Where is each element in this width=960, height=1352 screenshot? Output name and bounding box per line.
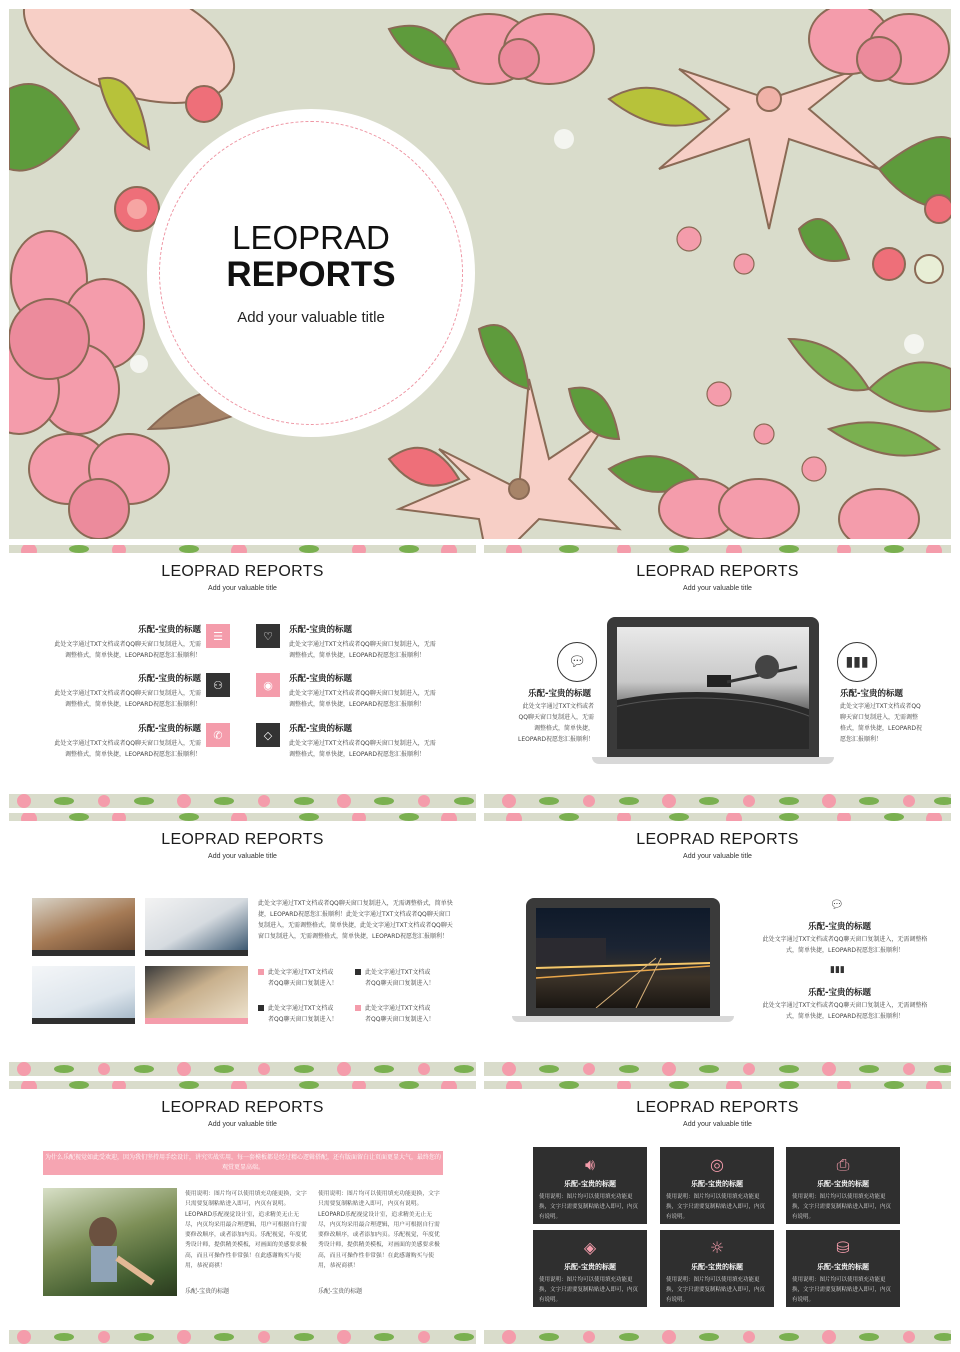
forest-photo [43, 1188, 177, 1296]
item-text: 此处文字通过TXT文档或者QQ聊天窗口复制进入，无需调整格式，简单快捷，LEOPARD祝愿您汇报顺利！ [518, 703, 594, 743]
feature-text: 此处文字通过TXT文档或者QQ聊天窗口复制进入，无需调整格式，简单快捷，LEOPARD祝愿您汇报顺利！ [54, 690, 201, 708]
bar-chart-icon: ▮▮▮ [837, 642, 877, 682]
slide-laptop-vinyl [484, 545, 951, 808]
feature-title: 乐配-宝贵的标题 [137, 674, 201, 684]
feature-item [289, 674, 439, 710]
diamond-icon: ◇ [256, 723, 280, 747]
feature-title: 乐配-宝贵的标题 [137, 625, 201, 635]
feature-item [289, 724, 439, 760]
feature-card [533, 1230, 647, 1307]
item-title: 乐配-宝贵的标题 [528, 689, 592, 699]
slide-subtitle: Add your valuable title [683, 853, 752, 860]
card-text: 使用说明：图片均可以使用填充功能更换，文字只需要复制粘贴进入即可，内页有说明。 [792, 1194, 892, 1220]
slide-subtitle: Add your valuable title [683, 1121, 752, 1128]
card-title: 乐配-宝贵的标题 [817, 1180, 869, 1188]
slide-text-photo [9, 1081, 476, 1344]
card-title: 乐配-宝贵的标题 [691, 1263, 743, 1271]
intro-paragraph: 此处文字通过TXT文档或者QQ聊天窗口复制进入，无需调整格式，简单快捷，LEOPARD祝愿您汇报顺利！此处文字通过TXT文档或者QQ聊天窗口复制进入，无需调整格式，简单快捷，此处文字通过TXT文档或者QQ聊天窗口复制进入，无需调整格式，简单快捷，LEOPARD祝愿您汇报顺利！ [258, 900, 453, 940]
item-title: 乐配-宝贵的标题 [840, 689, 904, 699]
feature-card [660, 1147, 774, 1224]
slide-subtitle: Add your valuable title [208, 853, 277, 860]
slide-subtitle: Add your valuable title [208, 585, 277, 592]
slide-title: LEOPRAD REPORTS [636, 831, 799, 848]
slide-dark-cards [484, 1081, 951, 1344]
slide-subtitle: Add your valuable title [208, 1121, 277, 1128]
feature-text: 此处文字通过TXT文档或者QQ聊天窗口复制进入，无需调整格式，简单快捷，LEOPARD祝愿您汇报顺利！ [289, 740, 436, 758]
chat-icon: 💬︎ [557, 642, 597, 682]
signal-icon: ◎ [710, 1155, 724, 1174]
night-street-photo [536, 908, 710, 1008]
feature-text: 此处文字通过TXT文档或者QQ聊天窗口复制进入，无需调整格式，简单快捷，LEOPARD祝愿您汇报顺利！ [289, 641, 436, 659]
eye-icon: ◉ [256, 673, 280, 697]
slide-photo-grid [9, 813, 476, 1076]
column-text: 使用说明：图片均可以使用填充功能更换，文字只需要复制粘贴进入即可，内页有说明。LEOPARD乐配视觉设计室，追求精美无止无尽，内页均采用最合理逻辑，用户可根据自行需要修改顺序，或者添加内页。乐配视觉，年度优秀设计师，提供精美模板，对画面的美感要求极高，而且可操作性非常强！在此感谢购买与使用，恭祝商祺！ [185, 1191, 307, 1270]
item-title: 乐配-宝贵的标题 [808, 922, 872, 932]
card-title: 乐配-宝贵的标题 [564, 1180, 616, 1188]
laptop-mockup [512, 898, 734, 1023]
slide-features-grid [9, 545, 476, 808]
cafe-photo [32, 898, 135, 956]
laptop-mockup [592, 617, 857, 769]
feature-item [289, 625, 439, 661]
column-text: 使用说明：图片均可以使用填充功能更换，文字只需要复制粘贴进入即可，内页有说明。LEOPARD乐配视觉设计室，追求精美无止无尽，内页均采用最合理逻辑，用户可根据自行需要修改顺序，或者添加内页。乐配视觉，年度优秀设计师，提供精美模板，对画面的美感要求极高，而且可操作性非常强！在此感谢购买与使用，恭祝商祺！ [318, 1191, 440, 1270]
cover-title-line1: LEOPRAD [232, 219, 390, 256]
layers-icon: ◈ [583, 1238, 597, 1257]
floral-strip-top [9, 545, 476, 553]
vinyl-photo [617, 627, 809, 749]
database-icon: ⛁ [836, 1238, 850, 1257]
card-text: 使用说明：图片均可以使用填充功能更换，文字只需要复制粘贴进入即可，内页有说明。 [666, 1277, 766, 1303]
item-text: 此处文字通过TXT文档或者QQ聊天窗口复制进入，无需调整格式，简单快捷，LEOPARD祝愿您汇报顺利！ [840, 703, 922, 743]
cover-subtitle: Add your valuable title [237, 309, 385, 326]
card-title: 乐配-宝贵的标题 [817, 1263, 869, 1271]
floral-strip-bottom [9, 1062, 476, 1076]
feature-text: 此处文字通过TXT文档或者QQ聊天窗口复制进入，无需调整格式，简单快捷，LEOPARD祝愿您汇报顺利！ [54, 641, 201, 659]
feature-item [51, 674, 201, 710]
heart-icon: ♡ [256, 624, 280, 648]
bullet-item: 此处文字通过TXT文档或者QQ聊天窗口复制进入！ [258, 1003, 338, 1025]
analytics-photo [32, 966, 135, 1024]
floral-strip-top [9, 813, 476, 821]
floral-strip-top [9, 1081, 476, 1089]
bullet-item: 此处文字通过TXT文档或者QQ聊天窗口复制进入！ [258, 967, 338, 989]
column-footer: 乐配-宝贵的标题 [318, 1288, 363, 1295]
column-footer: 乐配-宝贵的标题 [185, 1288, 230, 1295]
card-text: 使用说明：图片均可以使用填充功能更换，文字只需要复制粘贴进入即可，内页有说明。 [666, 1194, 766, 1220]
feature-text: 此处文字通过TXT文档或者QQ聊天窗口复制进入，无需调整格式，简单快捷，LEOPARD祝愿您汇报顺利！ [289, 690, 436, 708]
feature-text: 此处文字通过TXT文档或者QQ聊天窗口复制进入，无需调整格式，简单快捷，LEOPARD祝愿您汇报顺利！ [54, 740, 201, 758]
bar-chart-icon: ▮▮▮ [830, 965, 845, 975]
feature-title: 乐配-宝贵的标题 [137, 724, 201, 734]
card-text: 使用说明：图片均可以使用填充功能更换，文字只需要复制粘贴进入即可，内页有说明。 [539, 1277, 639, 1303]
notebook-photo [145, 966, 248, 1024]
phone-icon: ✆ [206, 723, 230, 747]
slide-title: LEOPRAD REPORTS [636, 1099, 799, 1116]
slide-laptop-night [484, 813, 951, 1076]
bulb-icon: ☼ [709, 1238, 725, 1257]
slide-title: LEOPRAD REPORTS [636, 563, 799, 580]
feature-card [533, 1147, 647, 1224]
card-text: 使用说明：图片均可以使用填充功能更换，文字只需要复制粘贴进入即可，内页有说明。 [539, 1194, 639, 1220]
people-icon: ⚇ [206, 673, 230, 697]
feature-card [786, 1147, 900, 1224]
chat-icon: 💬︎ [830, 898, 844, 911]
floral-strip-top [484, 1081, 951, 1089]
item-text: 此处文字通过TXT文档或者QQ聊天窗口复制进入，无需调整格式，简单快捷，LEOPARD祝愿您汇报顺利！ [762, 1002, 928, 1020]
item-text: 此处文字通过TXT文档或者QQ聊天窗口复制进入，无需调整格式，简单快捷，LEOPARD祝愿您汇报顺利！ [762, 936, 928, 954]
cover-title-line2: REPORTS [226, 255, 396, 294]
floral-strip-bottom [484, 1330, 951, 1344]
sliders-icon: ☰ [206, 624, 230, 648]
feature-card [660, 1230, 774, 1307]
slide-title: LEOPRAD REPORTS [161, 563, 324, 580]
title-circle [147, 109, 475, 437]
floral-strip-bottom [484, 794, 951, 808]
feature-title: 乐配-宝贵的标题 [289, 724, 353, 734]
feature-item [51, 625, 201, 661]
slide-title: LEOPRAD REPORTS [161, 1099, 324, 1116]
feature-title: 乐配-宝贵的标题 [289, 625, 353, 635]
bullet-item: 此处文字通过TXT文档或者QQ聊天窗口复制进入！ [355, 1003, 435, 1025]
floral-strip-bottom [9, 1330, 476, 1344]
cover-slide [9, 9, 951, 539]
intro-banner: 为什么乐配视觉如此受欢迎，因为我们坚持用手绘设计，讲究实战实用，每一套模板都是经过精心逻辑搭配，还有版面留白让页面更显大气，最终您的观赏更显高端。 [43, 1151, 443, 1175]
feature-title: 乐配-宝贵的标题 [289, 674, 353, 684]
floral-strip-top [484, 545, 951, 553]
floral-strip-bottom [9, 794, 476, 808]
slide-title: LEOPRAD REPORTS [161, 831, 324, 848]
card-title: 乐配-宝贵的标题 [691, 1180, 743, 1188]
slide-subtitle: Add your valuable title [683, 585, 752, 592]
printer-icon: ⎙ [836, 1155, 850, 1174]
feature-item [51, 724, 201, 760]
floral-strip-top [484, 813, 951, 821]
card-text: 使用说明：图片均可以使用填充功能更换，文字只需要复制粘贴进入即可，内页有说明。 [792, 1277, 892, 1303]
card-title: 乐配-宝贵的标题 [564, 1263, 616, 1271]
item-title: 乐配-宝贵的标题 [808, 988, 872, 998]
speaker-icon: 🔊︎ [584, 1155, 596, 1174]
bullet-item: 此处文字通过TXT文档或者QQ聊天窗口复制进入！ [355, 967, 435, 989]
feature-card [786, 1230, 900, 1307]
floral-strip-bottom [484, 1062, 951, 1076]
watch-photo [145, 898, 248, 956]
